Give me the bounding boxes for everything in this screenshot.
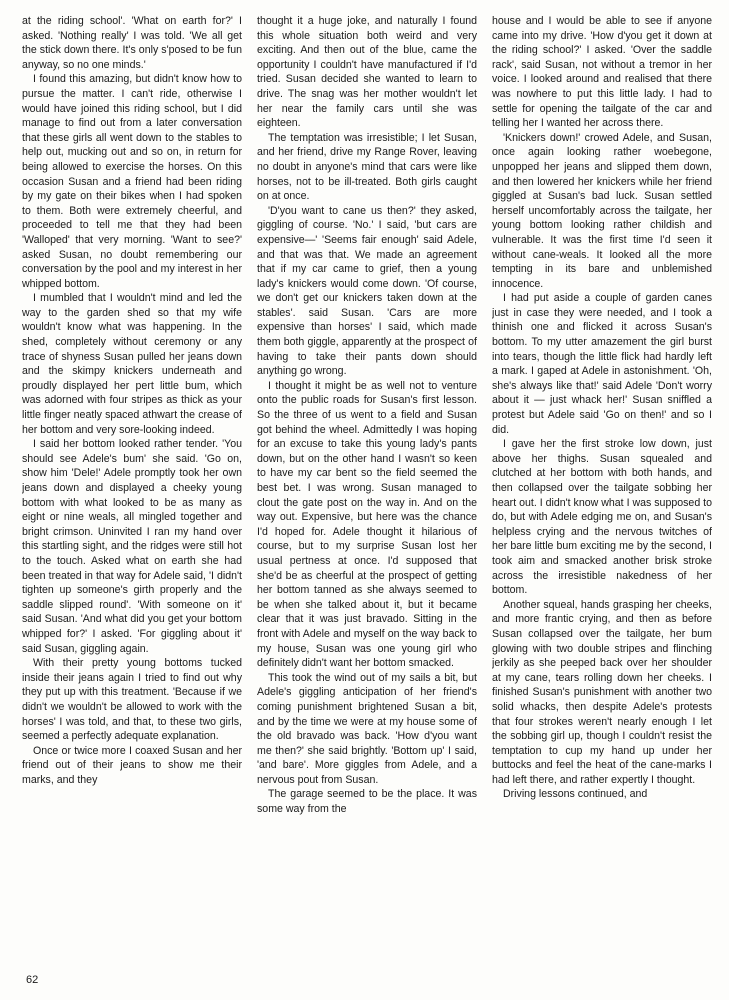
paragraph: Driving lessons continued, and [503, 788, 648, 801]
paragraph: I said her bottom looked rather tender. 'You should see Adele's bum' she said. 'Go on, show him 'Dele!' Adele promptly took her own jeans down and displayed a cheeky young bottom with what looked to be as many as eight or nine weals, all mingled together and bright crimson. Uninvited I ran my hand over this startling sight, and the ridges were still hot to the touch. Asked what on earth she had been treated in that way for Adele said, 'I didn't tighten up someone's girth properly and the saddle slipped round'. 'With someone on it' said Susan. 'And what did you get your bottom whipped for?' I asked. 'For giggling about it' said Susan, giggling again. [22, 438, 242, 655]
text-column-1 [22, 14, 242, 969]
paragraph: thought it a huge joke, and naturally I found this whole situation both weird and very exciting. And then out of the blue, came the opportunity I couldn't have manufactured if I'd tried. Susan decided she wanted to learn to drive. The snag was her mother wouldn't let her near the family cars until she was eighteen. [257, 15, 477, 130]
paragraph: 'D'you want to cane us then?' they asked, giggling of course. 'No.' I said, 'but cars are expensive—' 'Seems fair enough' said Adele, and that was that. We made an agreement that if my car came to grief, then a young lady's knickers would come down. 'Of course, we don't get our knickers taken down at the stables'. said Susan. 'Cars are more expensive than horses' I said, which made them both giggle, apparently at the prospect of having to take their pants down should anything go wrong. [257, 204, 477, 378]
paragraph: The temptation was irresistible; I let Susan, and her friend, drive my Range Rover, leaving no doubt in anyone's mind that cars were like horses, not to be ill-treated. Both girls caught on at once. [257, 131, 477, 203]
page-number: 62 [26, 974, 39, 986]
paragraph: house and I would be able to see if anyone came into my drive. 'How d'you get it down at the riding school?' I asked. 'Over the saddle rack', said Susan, not without a tremor in her voice. I looked around and realised that there was nowhere to put this little lady. I had to settle for opening the tailgate of the car and telling her I wanted her across there. [492, 15, 712, 130]
paragraph: Once or twice more I coaxed Susan and her friend out of their jeans to show me their marks, and they [22, 744, 242, 786]
paragraph: I mumbled that I wouldn't mind and led the way to the garden shed so that my wife wouldn't know what was happening. In the shed, completely without ceremony or any trace of shyness Susan pulled her jeans down and the skimpy knickers underneath and proudly displayed her pert little bum, which was adorned with four stripes as thick as your little finger neatly spaced athwart the crease of her bottom and very sore-looking indeed. [22, 292, 242, 436]
text-column-3 [492, 14, 712, 969]
paragraph: This took the wind out of my sails a bit, but Adele's giggling anticipation of her friend's coming punishment brightened Susan a bit, and by the time we were at my house some of the old bravado was back. 'How d'you want me then?' she said brightly. 'Bottom up' I said, 'and bare'. More giggles from Adele, and a nervous pout from Susan. [257, 671, 477, 786]
text-columns [22, 14, 712, 969]
paragraph: I had put aside a couple of garden canes just in case they were needed, and I took a thinish one and flicked it across Susan's bottom. To my utter amazement the girl burst into tears, though the little flick had hardly left a mark. I gaped at Adele in astonishment. 'Oh, she's always like that!' said Adele 'Don't worry about it — just whack her!' Susan sniffled a protest but Adele said 'Go on then!' and so I did. [492, 292, 712, 436]
paragraph: I found this amazing, but didn't know how to pursue the matter. I can't ride, otherwise I would have joined this riding school, but I did manage to find out from a later conversation that these girls all went down to the stables to help out, mucking out and so on, in return for being allowed to exercise the horses. On this occasion Susan and a friend had been riding by my gate on their bikes when I had spoken to them. Both were extremely cheerful, and proceeded to tell me that they had been 'Walloped' that very morning. 'Want to see?' asked Susan, no doubt remembering our conversation by the pool and my interest in her whipped bottom. [22, 73, 242, 290]
paragraph: Another squeal, hands grasping her cheeks, and more frantic crying, and then as before Susan collapsed over the tailgate, her bum glowing with two double stripes and flinching jerkily as she peeped back over her shoulder at my cane, tears rolling down her cheeks. I finished Susan's punishment with another two solid whacks, then despite Adele's protests that four strokes weren't nearly enough I let the sobbing girl up, though I couldn't resist the temptation to cup my hand up under her buttocks and feel the heat of the cane-marks I had left there, and rather expertly I thought. [492, 598, 712, 786]
paragraph: I gave her the first stroke low down, just above her thighs. Susan squealed and clutched at her bottom with both hands, and then collapsed over the tailgate sobbing her heart out. I didn't know what I was supposed to do, but with Adele edging me on, and Susan's helpless crying and the nervous twitches of her bare little bum exciting me by the second, I took aim and smacked another brisk stroke across the irresistible nakedness of her bottom. [492, 438, 712, 597]
text-column-2 [257, 14, 477, 969]
paragraph: With their pretty young bottoms tucked inside their jeans again I tried to find out why they put up with this treatment. 'Because if we didn't we wouldn't be allowed to work with the horses' I was told, and that, to these two girls, seemed a perfectly adequate explanation. [22, 657, 242, 743]
paragraph: I thought it might be as well not to venture onto the public roads for Susan's first lesson. So the three of us went to a field and Susan got behind the wheel. Admittedly I was hoping for an excuse to take this young lady's pants down, but on the other hand I wasn't so keen to have my car bent so the field seemed the best bet. I was wrong. Susan managed to clout the gate post on the way in. And on the way out. Expensive, but here was the chance I'd hoped for. Adele thought it hilarious of course, but to my surprise Susan lost her usual pertness at once. I'd supposed that she'd be as cheerful at the prospect of getting her bottom tanned as she always seemed to be when she talked about it, but it became clear that it was just bravado. Sitting in the front with Adele and myself on the way back to my house, Susan was one young girl who definitely didn't want her bottom smacked. [257, 379, 477, 670]
paragraph: at the riding school'. 'What on earth for?' I asked. 'Nothing really' I was told. 'We all get the stick down there. It's only s'posed to be fun anyway, so no one minds.' [22, 15, 242, 71]
paragraph: 'Knickers down!' crowed Adele, and Susan, once again looking rather woebegone, unpopped her jeans and slipped them down, and then lowered her knickers while her friend giggled at Susan's bad luck. Susan settled herself uncomfortably across the tailgate, her young bottom looking rather childish and vulnerable. It was the first time I'd seen it without cane-weals. It looked all the more tempting in its bare and unblemished innocence. [492, 131, 712, 290]
paragraph: The garage seemed to be the place. It was some way from the [257, 788, 477, 816]
